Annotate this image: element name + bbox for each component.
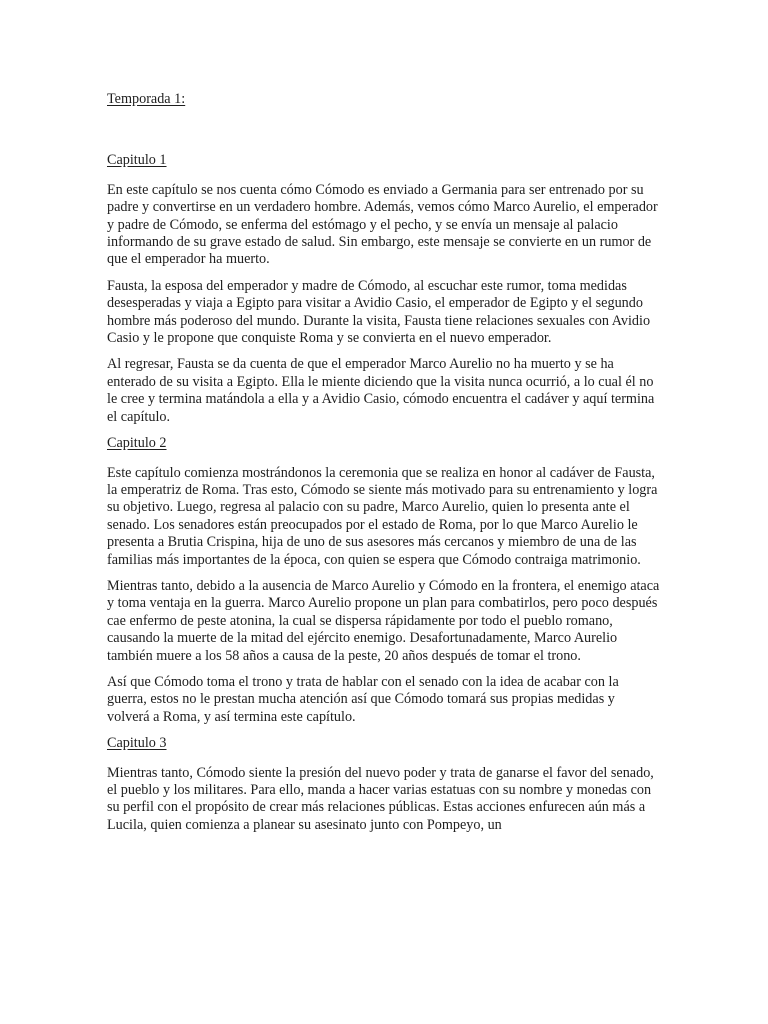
chapter-1	[107, 152, 660, 426]
paragraph: En este capítulo se nos cuenta cómo Cómodo es enviado a Germania para ser entrenado por su padre y convertirse en un verdadero hombre. Además, vemos cómo Marco Aurelio, el emperador y padre de Cómodo, se enferma del estómago y el pecho, y se envía un mensaje al palacio informando de su grave estado de salud. Sin embargo, este mensaje se convierte en un rumor de que el emperador ha muerto.	[107, 181, 658, 268]
paragraph: Así que Cómodo toma el trono y trata de hablar con el senado con la idea de acabar con la guerra, estos no le prestan mucha atención así que Cómodo tomará sus propias medidas y volverá a Roma, y así termina este capítulo.	[107, 673, 619, 725]
paragraph: Mientras tanto, debido a la ausencia de Marco Aurelio y Cómodo en la frontera, el enemigo ataca y toma ventaja en la guerra. Marco Aurelio propone un plan para combatirlos, pero poco después cae enfermo de peste atonina, la cual se dispersa rápidamente por todo el pueblo romano, causando la muerte de la mitad del ejército enemigo. Desafortunadamente, Marco Aurelio también muere a los 58 años a causa de la peste, 20 años después de tomar el trono.	[107, 577, 660, 664]
chapter-title: Capitulo 3	[107, 735, 167, 752]
paragraph: Al regresar, Fausta se da cuenta de que el emperador Marco Aurelio no ha muerto y se ha enterado de su visita a Egipto. Ella le miente diciendo que la visita nunca ocurrió, a lo cual él no le cree y termina matándola a ella y a Avidio Casio, cómodo encuentra el cadáver y aquí termina el capítulo.	[107, 356, 655, 425]
season-title: Temporada 1:	[107, 91, 186, 107]
chapter-title: Capitulo 2	[107, 435, 167, 452]
chapter-title: Capitulo 1	[107, 152, 167, 169]
chapter-2	[107, 435, 660, 726]
document-body	[107, 91, 660, 843]
paragraph: Mientras tanto, Cómodo siente la presión del nuevo poder y trata de ganarse el favor del senado, el pueblo y los militares. Para ello, manda a hacer varias estatuas con su nombre y monedas con su perfil con el propósito de crear más relaciones públicas. Estas acciones enfurecen aún más a Lucila, quien comienza a planear su asesinato junto con Pompeyo, un	[107, 764, 654, 833]
paragraph: Fausta, la esposa del emperador y madre de Cómodo, al escuchar este rumor, toma medidas desesperadas y viaja a Egipto para visitar a Avidio Casio, el emperador de Egipto y el segundo hombre más poderoso del mundo. Durante la visita, Fausta tiene relaciones sexuales con Avidio Casio y le propone que conquiste Roma y se convierta en el nuevo emperador.	[107, 277, 651, 347]
paragraph: Este capítulo comienza mostrándonos la ceremonia que se realiza en honor al cadáver de Fausta, la emperatriz de Roma. Tras esto, Cómodo se siente más motivado para su entrenamiento y logra su objetivo. Luego, regresa al palacio con su padre, Marco Aurelio, quien lo presenta ante el senado. Los senadores están preocupados por el estado de Roma, por lo que Marco Aurelio le presenta a Brutia Crispina, hija de uno de sus asesores más cercanos y miembro de una de las familias más importantes de la época, con quien se espera que Cómodo contraiga matrimonio.	[107, 464, 658, 568]
chapter-3	[107, 735, 660, 834]
